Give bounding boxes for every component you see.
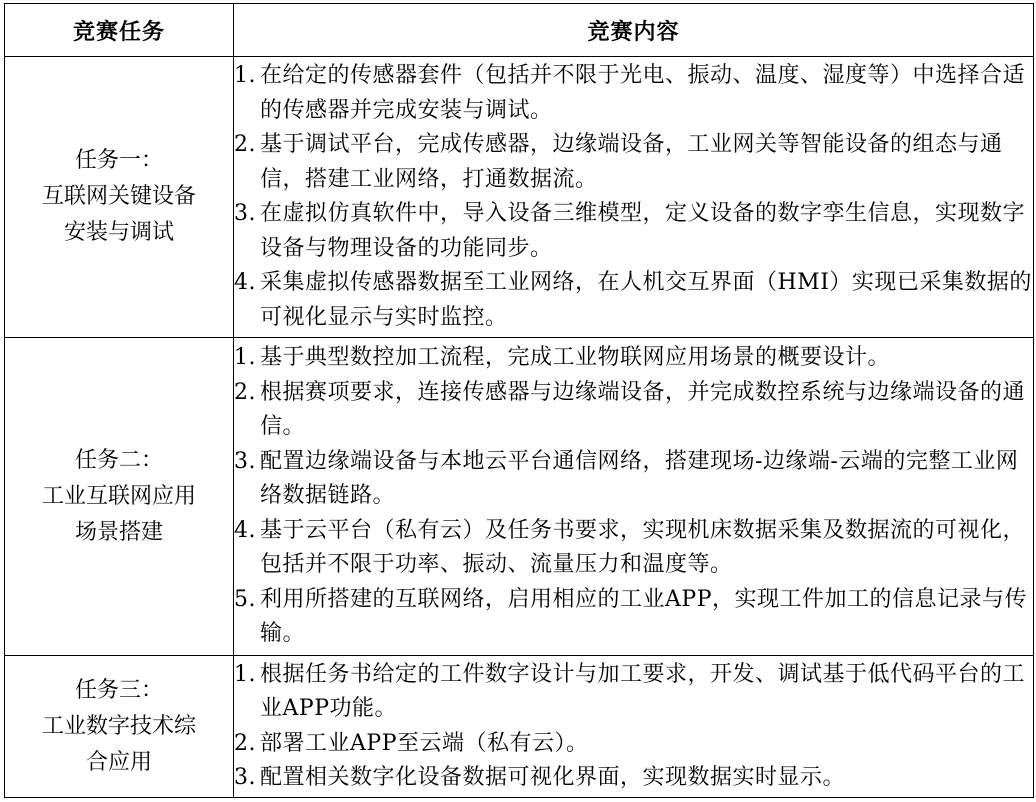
item-number: 3. — [234, 201, 256, 226]
task-label: 任务二： — [74, 447, 163, 473]
item-number: 3. — [234, 448, 256, 474]
task-title-line: 安装与调试 — [63, 220, 174, 245]
task-cell — [5, 338, 234, 656]
item-number: 4. — [234, 517, 256, 543]
item-text: 在虚拟仿真软件中，导入设备三维模型，定义设备的数字孪生信息，实现数字设备与物理设备的功能同步。 — [260, 201, 1026, 261]
table-row — [5, 338, 1034, 656]
item-number: 1. — [234, 345, 256, 371]
item-text: 在给定的传感器套件（包括并不限于光电、振动、温度、湿度等）中选择合适的传感器并完成安装与调试。 — [260, 63, 1026, 123]
list-item — [234, 197, 1033, 266]
item-number: 1. — [234, 63, 256, 88]
task-title-line: 工业互联网应用 — [41, 483, 196, 509]
item-number: 1. — [234, 661, 256, 687]
header-task: 竞赛任务 — [5, 4, 234, 57]
item-number: 2. — [234, 132, 256, 157]
content-cell — [234, 656, 1034, 798]
content-cell — [234, 338, 1034, 656]
list-item — [234, 266, 1033, 335]
list-item — [234, 583, 1033, 652]
list-item — [234, 59, 1033, 128]
item-number: 2. — [234, 379, 256, 405]
table-row — [5, 656, 1034, 798]
header-content: 竞赛内容 — [234, 4, 1034, 57]
item-text: 采集虚拟传感器数据至工业网络，在人机交互界面（HMI）实现已采集数据的可视化显示与实时监控。 — [260, 270, 1032, 330]
list-item — [234, 445, 1033, 514]
list-item — [234, 658, 1033, 727]
item-text: 配置边缘端设备与本地云平台通信网络，搭建现场-边缘端-云端的完整工业网络数据链路。 — [260, 448, 1019, 509]
header-row — [5, 4, 1034, 57]
list-item — [234, 341, 1033, 376]
item-text: 基于典型数控加工流程，完成工业物联网应用场景的概要设计。 — [260, 345, 891, 371]
task-label: 任务三： — [74, 677, 163, 703]
item-text: 利用所搭建的互联网络，启用相应的工业APP，实现工件加工的信息记录与传输。 — [260, 586, 1027, 647]
item-text: 基于调试平台，完成传感器，边缘端设备，工业网关等智能设备的组态与通信，搭建工业网络，打通数据流。 — [260, 132, 1003, 192]
item-text: 部署工业APP至云端（私有云）。 — [260, 730, 589, 756]
content-cell — [234, 57, 1034, 338]
task-title-line: 合应用 — [85, 749, 152, 775]
list-item — [234, 376, 1033, 445]
task-label: 任务一： — [74, 148, 163, 173]
list-item — [234, 761, 1033, 796]
item-number: 2. — [234, 730, 256, 756]
task-cell — [5, 656, 234, 798]
list-item — [234, 727, 1033, 762]
task-title-line: 场景搭建 — [74, 519, 163, 545]
table-row — [5, 57, 1034, 338]
list-item — [234, 514, 1033, 583]
task-title-line: 互联网关键设备 — [41, 184, 196, 209]
item-text: 根据任务书给定的工件数字设计与加工要求，开发、调试基于低代码平台的工业APP功能。 — [260, 661, 1026, 721]
item-text: 基于云平台（私有云）及任务书要求，实现机床数据采集及数据流的可视化，包括并不限于功率、振动、流量压力和温度等。 — [260, 517, 1026, 578]
competition-table — [4, 3, 1034, 798]
task-cell — [5, 57, 234, 338]
item-text: 根据赛项要求，连接传感器与边缘端设备，并完成数控系统与边缘端设备的通信。 — [260, 379, 1026, 440]
task-title-line: 工业数字技术综 — [41, 713, 196, 739]
item-number: 5. — [234, 586, 256, 612]
item-number: 4. — [234, 270, 256, 295]
list-item — [234, 128, 1033, 197]
item-text: 配置相关数字化设备数据可视化界面，实现数据实时显示。 — [260, 765, 846, 790]
item-number: 3. — [234, 765, 256, 790]
